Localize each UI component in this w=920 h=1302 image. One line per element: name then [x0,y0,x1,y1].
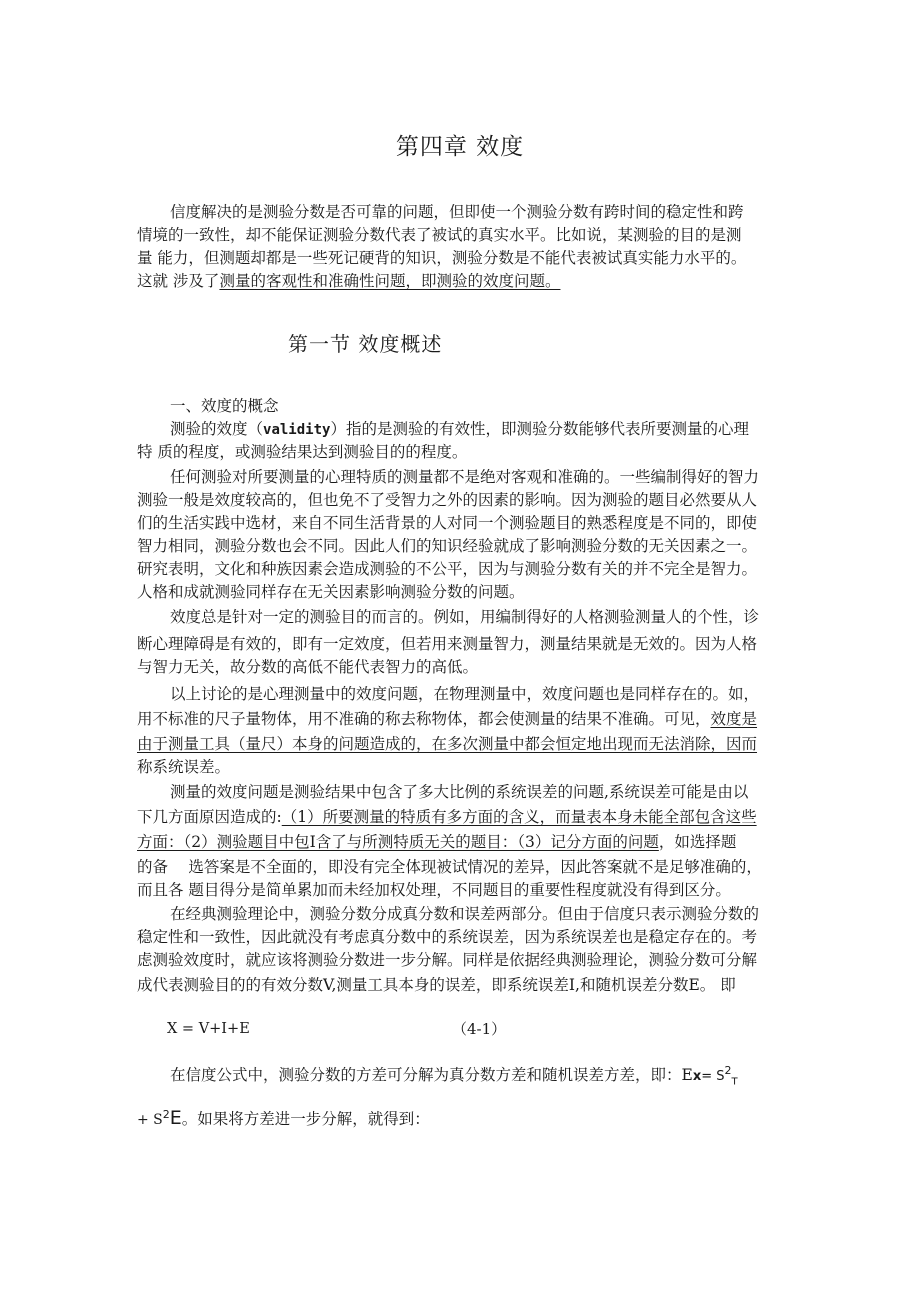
validity-term: validity [263,422,331,438]
para-systematic-underlined-a: （1）所要测量的特质有多方面的含义，而量表本身未能全部包含这些 [281,808,757,826]
para-intelligence-line-3: 们的生活实践中选材，来自不同生活背景的人对同一个测验题目的熟悉程度是不同的，即使 [137,514,758,532]
intro-line-2: 情境的一致性，却不能保证测验分数代表了被试的真实水平。比如说，某测验的目的是测 [137,226,742,244]
intro-line-3: 量 能力，但测题却都是一些死记硬背的知识，测验分数是不能代表被试真实能力水平的。 [137,249,747,267]
subsection-title: 一、效度的概念 [170,397,279,415]
para-intelligence-line-6: 人格和成就测验同样存在无关因素影响测验分数的问题。 [137,583,525,601]
para-classical-line-2: 稳定性和一致性，因此就没有考虑真分数中的系统误差，因为系统误差也是稳定存在的。考 [137,928,758,946]
para-intelligence-line-5: 研究表明，文化和种族因素会造成测验的不公平，因为与测验分数有关的并不完全是智力。 [137,560,758,578]
equation-formula: X = V+I+E [167,1021,250,1037]
definition-text-b: ）指的是测验的有效性，即测验分数能够代表所要测量的心理 [330,420,749,438]
para-systematic-line-4: 的备 选答案是不全面的，即没有完全体现被试情况的差异，因此答案就不是足够准确的， [137,858,762,876]
para-physical-line-2 [137,708,797,731]
section-title: 第一节 效度概述 [288,332,443,356]
intro-line-4-text: 这就 涉及了 [137,272,220,290]
para-purpose-line-1: 效度总是针对一定的测验目的而言的。例如，用编制得好的人格测验测量人的个性，诊 [170,608,760,626]
para-intelligence-line-1: 任何测验对所要测量的心理特质的测量都不是绝对客观和准确的。一些编制得好的智力 [170,468,760,486]
superscript-2a: 2 [724,1064,732,1077]
para-systematic-line-3-text: ，如选择题 [658,833,737,851]
para-intelligence-line-4: 智力相同，测验分数也会不同。因此人们的知识经验就成了影响测验分数的无关因素之一。 [137,537,758,555]
plus-s: + S [137,1112,163,1129]
equation-number: （4-1） [452,1020,507,1038]
ex-subscript: x [692,1069,702,1085]
intro-underlined-text: 测量的客观性和准确性问题，即测验的效度问题。 [219,272,561,290]
para-variance-line-2-text: 。如果将方差进一步分解，就得到： [181,1110,430,1129]
para-classical-line-4: 成代表测验目的的有效分数V,测量工具本身的误差，即系统误差I,和随机误差分数E。 即 [137,976,736,994]
para-systematic-underlined-b: 方面：（2）测验题目中包I含了与所测特质无关的题目：（3）记分方面的问题 [137,833,659,851]
para-variance-line-2 [137,1103,797,1130]
para-classical-line-3: 虑测验效度时，就应该将测验分数进一步分解。同样是依据经典测验理论，测验分数可分解 [137,951,758,969]
para-purpose-line-2: 断心理障碍是有效的，即有一定效度，但若用来测量智力，测量结果就是无效的。因为人格 [137,635,758,653]
para-systematic-line-5: 而且各 题目得分是简单累加而未经加权处理，不同题目的重要性程度就没有得到区分。 [137,881,731,899]
intro-line-4 [137,270,797,293]
para-physical-line-4: 称系统误差。 [137,758,231,776]
para-classical-line-1: 在经典测验理论中，测验分数分成真分数和误差两部分。但由于信度只表示测验分数的 [170,905,760,923]
para-systematic-line-2-text: 下几方面原因造成的: [137,808,282,826]
para-physical-line-2-text: 用不标准的尺子量物体，用不准确的称去称物体，都会使测量的结果不准确。可见， [137,710,711,728]
definition-line-2: 特 质的程度，或测验结果达到测验目的的程度。 [137,443,468,461]
para-purpose-line-3: 与智力无关，故分数的高低不能代表智力的高低。 [137,658,479,676]
definition-line-1 [170,418,830,441]
superscript-2b: 2 [162,1108,170,1121]
subscript-t: T [731,1076,738,1088]
para-variance-text: 在信度公式中，测验分数的方差可分解为真分数方差和随机误差方差，即：E [170,1066,693,1085]
chapter-title: 第四章 效度 [395,134,525,160]
para-systematic-line-3 [137,831,797,854]
intro-line-1: 信度解决的是测验分数是否可靠的问题，但即使一个测验分数有跨时间的稳定性和跨 [170,203,744,221]
para-physical-underlined-b: 由于测量工具（量尺）本身的问题造成的，在多次测量中都会恒定地出现而无法消除，因而 [137,735,758,753]
equals-s: = S [701,1069,725,1085]
para-systematic-line-1: 测量的效度问题是测验结果中包含了多大比例的系统误差的问题,系统误差可能是由以 [170,783,749,801]
para-variance-line-1 [170,1059,830,1088]
para-systematic-line-2 [137,806,797,829]
para-physical-underlined-a: 效度是 [710,710,758,728]
e-letter: E [169,1107,182,1130]
para-intelligence-line-2: 测验一般是效度较高的，但也免不了受智力之外的因素的影响。因为测验的题目必然要从人 [137,491,758,509]
para-physical-line-1: 以上讨论的是心理测量中的效度问题，在物理测量中，效度问题也是同样存在的。如， [170,685,760,703]
definition-text-a: 测验的效度（ [170,420,264,438]
